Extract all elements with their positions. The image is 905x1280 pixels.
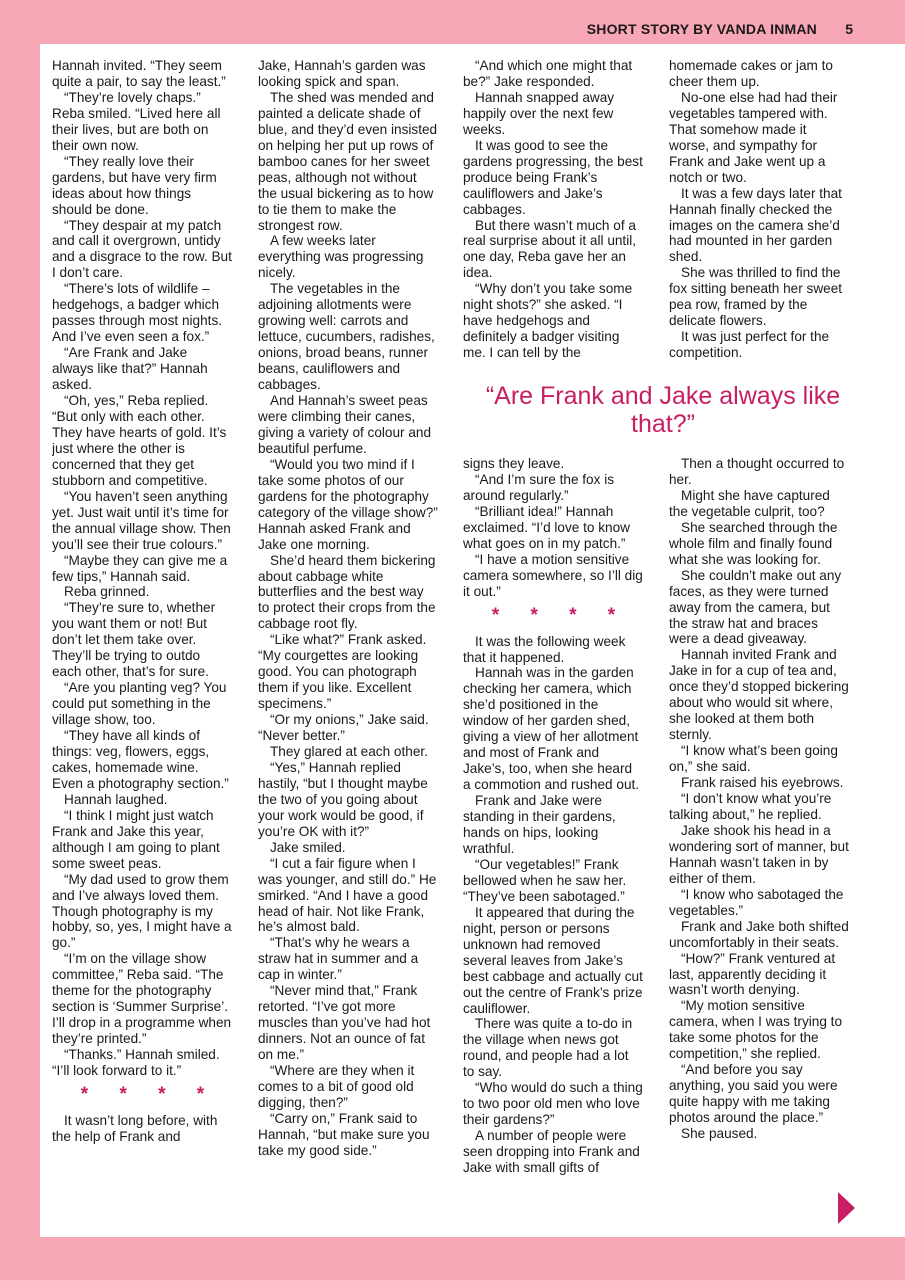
section-break-stars: * * * *: [491, 604, 629, 626]
story-paragraph: “Like what?” Frank asked. “My courgettes are looking good. You can photograph them if you like. Excellent specimens.”: [258, 632, 427, 712]
story-paragraph: No-one else had had their vegetables tampered with. That somehow made it worse, and sympathy for Frank and Jake went up a notch or two.: [669, 89, 838, 185]
story-paragraph: It was the following week that it happened.: [463, 633, 626, 665]
text-column-4-bottom: [669, 456, 849, 1228]
page-number: 5: [845, 21, 853, 37]
story-paragraph: Frank and Jake were standing in their gardens, hands on hips, looking wrathful.: [463, 793, 616, 856]
story-paragraph: “Our vegetables!” Frank bellowed when he saw her. “They’ve been sabotaged.”: [463, 856, 627, 904]
story-paragraph: “Where are they when it comes to a bit of good old digging, then?”: [258, 1063, 415, 1110]
story-paragraph: “My motion sensitive camera, when I was trying to take some photos for the competition,” she replied.: [669, 998, 843, 1062]
story-paragraph: “I know who sabotaged the vegetables.”: [669, 886, 844, 918]
story-paragraph: She couldn’t make out any faces, as they were turned away from the camera, but the straw hat and braces were a dead giveaway.: [669, 567, 842, 647]
story-paragraph: “I’m on the village show committee,” Reba said. “The theme for the photography section is ‘Summer Surprise’. I’ll drop in a programme when they’re printed.”: [52, 951, 232, 1047]
text-column-3-bottom: [463, 456, 643, 1228]
story-paragraph: Might she have captured the vegetable culprit, too?: [669, 487, 830, 519]
story-paragraph: Hannah was in the garden checking her camera, which she’d positioned in the window of her garden shed, giving a view of her allotment and most of Frank and Jake’s, too, when she heard a commotion and rushed out.: [463, 665, 640, 793]
story-paragraph: Frank raised his eyebrows.: [681, 775, 844, 791]
story-paragraph: signs they leave.: [463, 456, 565, 471]
story-paragraph: Jake smiled.: [270, 839, 346, 855]
story-paragraph: “And I’m sure the fox is around regularly.”: [463, 471, 615, 503]
story-paragraph: She paused.: [681, 1126, 758, 1142]
story-paragraph: “They’re lovely chaps.” Reba smiled. “Lived here all their lives, but are both on their own now.: [52, 89, 221, 153]
story-paragraph: The shed was mended and painted a delicate shade of blue, and they’d even insisted on helping her put up rows of bamboo canes for her sweet peas, although not without the usual bickering as to how to tie them to make the strongest row.: [258, 89, 438, 233]
story-paragraph: And Hannah’s sweet peas were climbing their canes, giving a variety of colour and beautiful perfume.: [258, 393, 432, 456]
story-paragraph: She was thrilled to find the fox sitting beneath her sweet pea row, framed by the delicate flowers.: [669, 265, 843, 329]
story-paragraph: Hannah snapped away happily over the next few weeks.: [463, 89, 615, 137]
story-paragraph: “I cut a fair figure when I was younger, and still do.” He smirked. “And I have a good head of hair. Not like Frank, he’s almost bald.: [258, 855, 437, 935]
story-paragraph: “Are you planting veg? You could put something in the village show, too.: [52, 680, 227, 728]
story-paragraph: There was quite a to-do in the village when news got round, and people had a lot to say.: [463, 1016, 633, 1080]
story-paragraph: “They despair at my patch and call it overgrown, untidy and a disgrace to the row. But I don’t care.: [52, 217, 232, 281]
story-paragraph: “How?” Frank ventured at last, apparently deciding it wasn’t worth denying.: [669, 950, 836, 998]
story-paragraph: “There’s lots of wildlife – hedgehogs, a badger which passes through most nights. And I’ve even seen a fox.”: [52, 281, 223, 345]
story-paragraph: “Brilliant idea!” Hannah exclaimed. “I’d love to know what goes on in my patch.”: [463, 503, 630, 551]
story-paragraph: They glared at each other.: [270, 743, 428, 759]
story-paragraph: “I think I might just watch Frank and Jake this year, although I am going to plant some sweet peas.: [52, 807, 220, 871]
story-paragraph: “Maybe they can give me a few tips,” Hannah said.: [52, 552, 228, 584]
story-paragraph: Reba grinned.: [64, 584, 150, 600]
story-paragraph: Jake, Hannah’s garden was looking spick and span.: [258, 58, 426, 89]
story-paragraph: “Why don’t you take some night shots?” she asked. “I have hedgehogs and definitely a badger visiting me. I can tell by the: [463, 281, 633, 361]
story-paragraph: Hannah invited. “They seem quite a pair, to say the least.”: [52, 58, 226, 89]
story-paragraph: It appeared that during the night, person or persons unknown had removed several leaves from Jake’s best cabbage and actually cut out the centre of Frank’s prize cauliflower.: [463, 904, 643, 1016]
text-column-4-top: [669, 58, 849, 364]
story-paragraph: It was just perfect for the competition.: [669, 329, 830, 361]
header-title: SHORT STORY BY VANDA INMAN: [586, 21, 817, 37]
story-paragraph: She’d heard them bickering about cabbage white butterflies and the best way to protect their crops from the cabbage root fly.: [258, 552, 436, 632]
story-paragraph: Frank and Jake both shifted uncomfortably in their seats.: [669, 918, 849, 950]
story-paragraph: Then a thought occurred to her.: [669, 456, 845, 487]
story-paragraph: It was good to see the gardens progressing, the best produce being Frank’s cauliflowers and Jake’s cabbages.: [463, 137, 643, 217]
story-paragraph: “They have all kinds of things: veg, flowers, eggs, cakes, homemade wine. Even a photography section.”: [52, 728, 229, 791]
story-paragraph: “Or my onions,” Jake said. “Never better.”: [258, 712, 429, 744]
story-paragraph: “And before you say anything, you said you were quite happy with me taking photos around the place.”: [669, 1062, 838, 1126]
story-paragraph: “Who would do such a thing to two poor old men who love their gardens?”: [463, 1080, 643, 1128]
story-paragraph: Hannah laughed.: [64, 791, 168, 807]
story-paragraph: “I don’t know what you’re talking about,” he replied.: [669, 791, 832, 822]
story-paragraph: She searched through the whole film and finally found what she was looking for.: [669, 519, 838, 567]
story-paragraph: “You haven’t seen anything yet. Just wait until it’s time for the annual village show. Then you’ll see their true colours.”: [52, 488, 231, 552]
story-paragraph: The vegetables in the adjoining allotments were growing well: carrots and lettuce, cucumbers, radishes, onions, broad beans, runner beans, cauliflowers and cabbages.: [258, 281, 435, 393]
story-paragraph: But there wasn’t much of a real surprise about it all until, one day, Reba gave her an idea.: [463, 217, 637, 281]
text-column-2: [258, 58, 438, 1228]
story-paragraph: “That’s why he wears a straw hat in summer and a cap in winter.”: [258, 935, 419, 983]
story-paragraph: “Would you two mind if I take some photos of our gardens for the photography category of the village show?” Hannah asked Frank and Jake one morning.: [258, 456, 438, 552]
story-paragraph: A few weeks later everything was progressing nicely.: [258, 233, 424, 281]
page-content: [40, 44, 905, 1237]
text-column-1: [52, 58, 232, 1228]
section-break-stars: * * * *: [80, 1084, 218, 1105]
story-paragraph: “Carry on,” Frank said to Hannah, “but make sure you take my good side.”: [258, 1110, 430, 1158]
story-paragraph: “My dad used to grow them and I’ve always loved them. Though photography is my hobby, so, yes, I might have a go.”: [52, 871, 232, 951]
story-paragraph: homemade cakes or jam to cheer them up.: [669, 58, 833, 89]
story-paragraph: “I know what’s been going on,” she said.: [669, 743, 838, 775]
story-paragraph: “Yes,” Hannah replied hastily, “but I thought maybe the two of you going about your work would be good, if you’re OK with it?”: [258, 759, 428, 839]
story-paragraph: “Thanks.” Hannah smiled. “I’ll look forward to it.”: [52, 1047, 220, 1079]
story-paragraph: “Oh, yes,” Reba replied. “But only with each other. They have hearts of gold. It’s just where the other is concerned that they get stubborn and competitive.: [52, 393, 227, 488]
story-paragraph: It wasn’t long before, with the help of Frank and: [52, 1113, 218, 1144]
text-column-3-top: [463, 58, 643, 364]
story-paragraph: “And which one might that be?” Jake responded.: [463, 58, 633, 89]
next-page-arrow-icon[interactable]: [838, 1192, 855, 1224]
story-paragraph: “They’re sure to, whether you want them or not! But don’t let them take over. They’ll be trying to outdo each other, that’s for sure.: [52, 600, 216, 680]
story-paragraph: Jake shook his head in a wondering sort of manner, but Hannah wasn’t taken in by either of them.: [669, 822, 849, 886]
page-header: [0, 0, 905, 44]
story-paragraph: Hannah invited Frank and Jake in for a cup of tea and, once they’d stopped bickering about who would sit where, she looked at them both sternly.: [669, 647, 849, 743]
story-paragraph: “They really love their gardens, but have very firm ideas about how things should be done.: [52, 153, 217, 217]
story-paragraph: A number of people were seen dropping into Frank and Jake with small gifts of: [463, 1128, 640, 1176]
story-paragraph: It was a few days later that Hannah finally checked the images on the camera she’d had mounted in her garden shed.: [669, 185, 842, 265]
story-paragraph: “Are Frank and Jake always like that?” Hannah asked.: [52, 345, 208, 393]
story-paragraph: “I have a motion sensitive camera somewhere, so I’ll dig it out.”: [463, 551, 643, 599]
pull-quote: “Are Frank and Jake always like that?”: [485, 382, 841, 438]
story-paragraph: “Never mind that,” Frank retorted. “I’ve got more muscles than you’ve had hot dinners. Not an ounce of fat on me.”: [258, 983, 431, 1063]
